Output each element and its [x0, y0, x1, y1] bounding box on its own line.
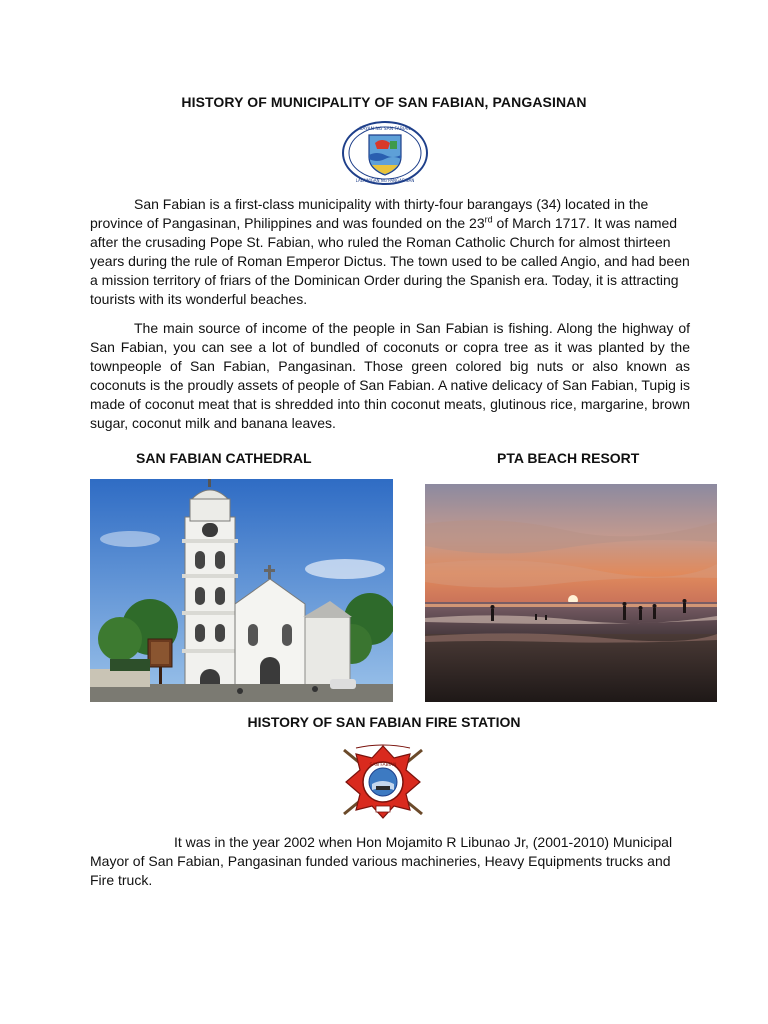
income-paragraph: [90, 319, 690, 433]
cathedral-photo: [90, 479, 393, 702]
beach-caption: PTA BEACH RESORT: [497, 450, 640, 466]
svg-text:LALAWIGAN NG PANGASINAN: LALAWIGAN NG PANGASINAN: [355, 178, 415, 183]
cathedral-caption: SAN FABIAN CATHEDRAL: [136, 450, 312, 466]
fire-station-heading: HISTORY OF SAN FABIAN FIRE STATION: [247, 714, 521, 730]
svg-text:SAN FABIAN: SAN FABIAN: [369, 763, 397, 768]
page-title: HISTORY OF MUNICIPALITY OF SAN FABIAN, PANGASINAN: [181, 94, 587, 110]
beach-sunset-photo: [425, 484, 717, 702]
fire-station-paragraph: [90, 833, 690, 890]
svg-text:BAYAN NG SAN FABIAN: BAYAN NG SAN FABIAN: [359, 127, 411, 132]
fire-station-text: It was in the year 2002 when Hon Mojamito R Libunao Jr, (2001-2010) Municipal Mayor of San Fabian, Pangasinan funded various machineries, Heavy Equipments trucks and Fire truck.: [90, 834, 673, 888]
ordinal-suffix: rd: [484, 214, 493, 225]
municipal-seal-icon: [342, 121, 428, 185]
intro-text-b: of March 1717. It was named after the crusading Pope St. Fabian, who ruled the Roman Catholic Church for almost thirteen years during the rule of Roman Emperor Dictus. The town used to be called Angio, and had been a mission territory of friars of the Dominican Order during the Spanish era. Today, it is attracting tourists with its wonderful beaches.: [90, 215, 690, 307]
intro-paragraph: [90, 195, 690, 309]
income-text: The main source of income of the people in San Fabian is fishing. Along the highway of San Fabian, you can see a lot of bundled of coconuts or copra tree as it was planted by the townpeople of San Fabian, Pangasinan. Those green colored big nuts or also known as coconuts is the proudly assets of people of San Fabian. A native delicacy of San Fabian, Tupig is made of coconut meat that is shredded into thin coconut meats, glutinous rice, margarine, brown sugar, coconut milk and banana leaves.: [90, 320, 690, 431]
fire-station-emblem-icon: [336, 744, 430, 820]
intro-text-a: San Fabian is a first-class municipality with thirty-four barangays (34) located in the province of Pangasinan, Philippines and was founded on the 23: [90, 196, 649, 231]
